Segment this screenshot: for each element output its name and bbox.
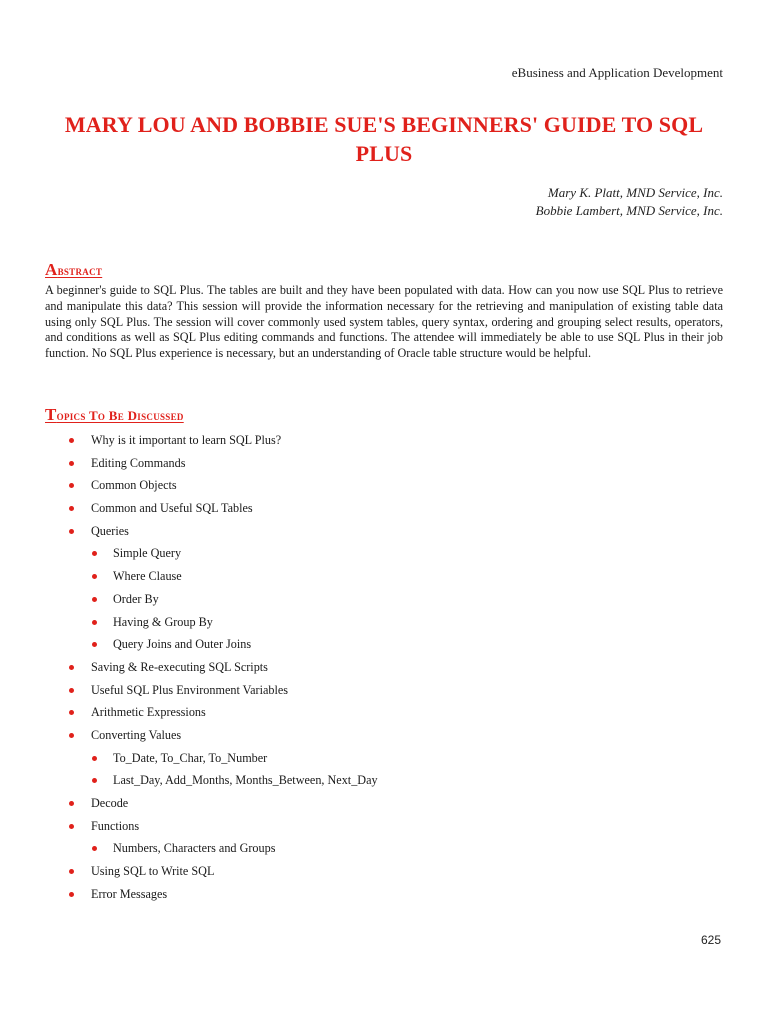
list-item-label: Simple Query <box>113 546 182 561</box>
abstract-heading-initial: A <box>45 260 58 279</box>
document-title: MARY LOU AND BOBBIE SUE'S BEGINNERS' GUIDE TO SQL PLUS <box>64 112 704 166</box>
list-item-label: Why is it important to learn SQL Plus? <box>91 433 282 447</box>
list-item-label: Common and Useful SQL Tables <box>91 501 253 516</box>
bullet-icon <box>69 461 74 466</box>
list-item <box>0 522 768 545</box>
bullet-icon <box>69 688 74 693</box>
author-2: Bobbie Lambert, MND Service, Inc. <box>535 203 723 218</box>
bullet-icon <box>69 801 74 806</box>
abstract-text: A beginner's guide to SQL Plus. The tables are built and they have been populated with data. How can you now use SQL Plus to retrieve and manipulate this data? This session will provide the information necessary for the retrieving and manipulation of existing table data using only SQL Plus. The session will cover commonly used system tables, query syntax, ordering and grouping select results, operators, and conditions as well as SQL Plus editing commands and functions. The attendee will immediately be able to use SQL Plus in their job function. No SQL Plus experience is necessary, but an understanding of Oracle table structure would be helpful. <box>45 283 723 361</box>
list-item <box>0 431 768 454</box>
bullet-icon <box>69 665 74 670</box>
list-item <box>0 794 768 817</box>
topics-heading-rest: opics To Be Discussed <box>56 408 184 423</box>
list-item <box>0 476 768 499</box>
bullet-icon <box>69 869 74 874</box>
list-item <box>0 817 768 840</box>
sub-list-item <box>0 839 768 862</box>
topics-heading-initial: T <box>45 405 57 424</box>
authors <box>536 184 723 220</box>
abstract-heading <box>45 260 102 280</box>
list-item-label: Order By <box>113 591 159 606</box>
bullet-icon <box>92 756 97 761</box>
bullet-icon <box>69 824 74 829</box>
list-item <box>0 885 768 908</box>
list-item-label: Common Objects <box>91 478 177 493</box>
list-item-label: Arithmetic Expressions <box>91 705 206 720</box>
list-item-label: Using SQL to Write SQL <box>91 864 215 879</box>
list-item-label: Having & Group By <box>113 614 213 629</box>
list-item-label: Last_Day, Add_Months, Months_Between, Next_Day <box>113 773 378 788</box>
list-item <box>0 703 768 726</box>
list-item-label: Converting Values <box>91 727 182 742</box>
author-1: Mary K. Platt, MND Service, Inc. <box>547 185 723 200</box>
bullet-icon <box>69 733 74 738</box>
sub-list-item <box>0 567 768 590</box>
list-item-label: To_Date, To_Char, To_Number <box>113 750 268 765</box>
bullet-icon <box>92 778 97 783</box>
sub-list-item <box>0 749 768 772</box>
list-item <box>0 499 768 522</box>
list-item <box>0 726 768 749</box>
list-item-label: Functions <box>91 818 140 833</box>
list-item-label: Where Clause <box>113 569 182 584</box>
bullet-icon <box>92 846 97 851</box>
topics-heading <box>45 405 184 425</box>
list-item-label: Decode <box>91 796 129 810</box>
bullet-icon <box>69 529 74 534</box>
sub-list-item <box>0 635 768 658</box>
sub-list-item <box>0 613 768 636</box>
abstract-heading-rest: bstract <box>57 263 103 278</box>
page-number: 625 <box>700 933 721 947</box>
running-header: eBusiness and Application Development <box>511 65 723 80</box>
bullet-icon <box>69 483 74 488</box>
bullet-icon <box>69 892 74 897</box>
bullet-icon <box>92 574 97 579</box>
bullet-icon <box>69 506 74 511</box>
bullet-icon <box>92 620 97 625</box>
sub-list-item <box>0 544 768 567</box>
list-item <box>0 454 768 477</box>
list-item <box>0 681 768 704</box>
sub-list-item <box>0 590 768 613</box>
list-item-label: Error Messages <box>91 886 168 901</box>
list-item-label: Numbers, Characters and Groups <box>113 841 276 856</box>
bullet-icon <box>69 438 74 443</box>
list-item-label: Query Joins and Outer Joins <box>113 637 252 652</box>
topics-list <box>0 431 768 907</box>
bullet-icon <box>92 551 97 556</box>
bullet-icon <box>69 710 74 715</box>
list-item <box>0 862 768 885</box>
list-item-label: Saving & Re-executing SQL Scripts <box>91 659 268 674</box>
bullet-icon <box>92 642 97 647</box>
list-item <box>0 658 768 681</box>
list-item-label: Queries <box>91 523 129 538</box>
bullet-icon <box>92 597 97 602</box>
list-item-label: Useful SQL Plus Environment Variables <box>91 682 289 697</box>
list-item-label: Editing Commands <box>91 455 186 470</box>
sub-list-item <box>0 771 768 794</box>
